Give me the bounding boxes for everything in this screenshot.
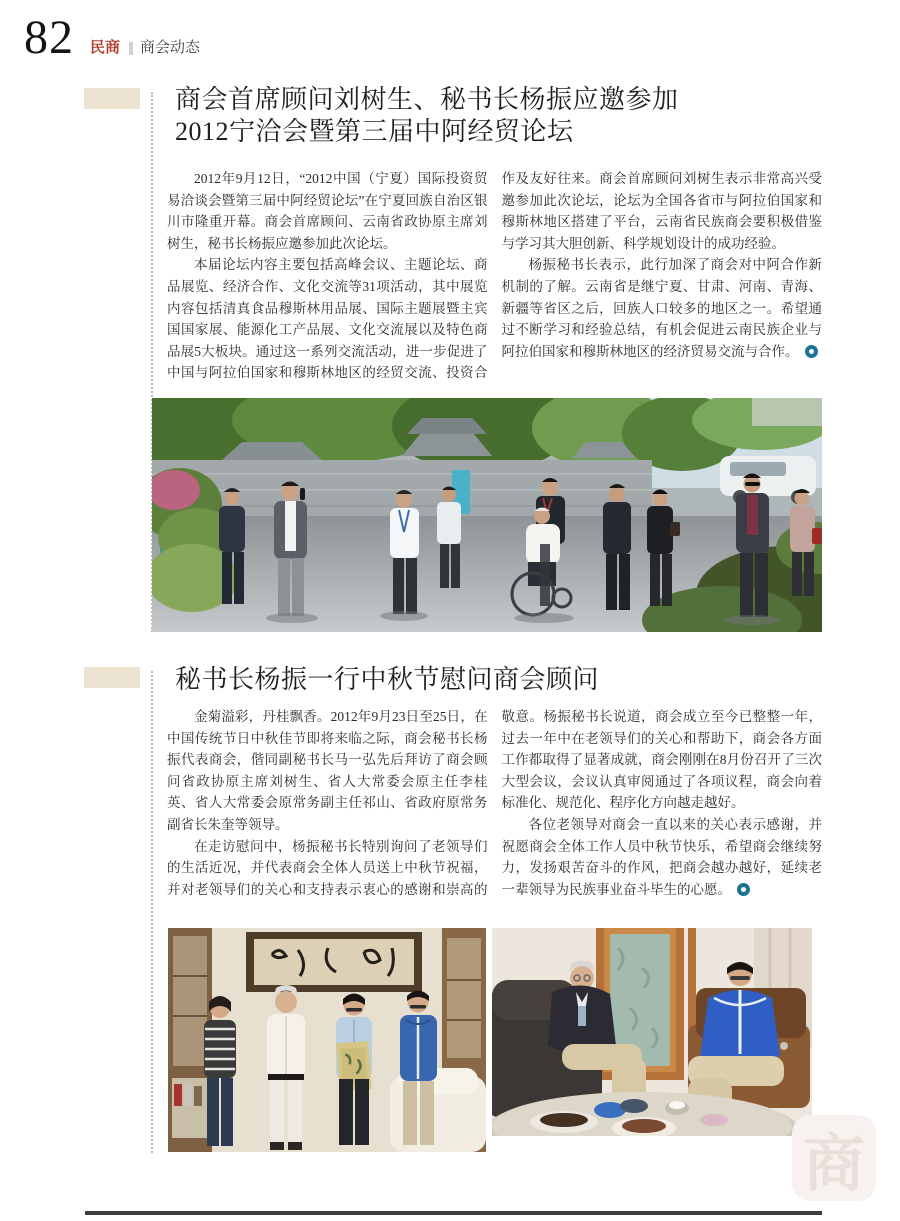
article2-body	[167, 706, 822, 904]
article1-title	[175, 84, 679, 148]
bottom-rule	[85, 1211, 822, 1215]
header-divider	[129, 42, 133, 55]
article2-paragraph: 金菊溢彩，丹桂飘香。2012年9月23日至25日，在中国传统节日中秋佳节即将来临之际，商会秘书长杨振代表商会，偕同副秘书长马一弘先后拜访了商会顾问省政协原主席刘树生、省人大常委会原主任李桂英、省人大常委会原常务副主任祁山、省政府原常务副省长朱奎等领导。	[167, 709, 488, 832]
section-name: 商会动态	[140, 40, 201, 56]
page-header	[24, 12, 200, 64]
publisher-logo-watermark	[792, 1115, 876, 1201]
article2-paragraph: 各位老领导对商会一直以来的关心表示感谢，并祝愿商会全体工作人员中秋节快乐，希望商会继续努力，发扬艰苦奋斗的作风，把商会越办越好，延续老一辈领导为民族事业奋斗毕生的心愿。	[501, 816, 822, 897]
article2-dotted-rule	[151, 671, 153, 1153]
article1-title-line1: 商会首席顾问刘树生、秘书长杨振应邀参加	[175, 85, 679, 114]
article-end-icon	[737, 883, 750, 896]
page-number: 82	[24, 11, 74, 64]
article-end-icon	[805, 345, 818, 358]
magazine-name: 民商	[90, 40, 121, 56]
article1-paragraph: 2012年9月12日，“2012中国（宁夏）国际投资贸易洽谈会暨第三届中阿经贸论坛”在宁夏回族自治区银川市隆重开幕。商会首席顾问、云南省政协原主席刘树生，秘书长杨振应邀参加此次论坛。	[167, 171, 488, 251]
article1-paragraph: 本届论坛内容主要包括高峰会议、主题论坛、商品展览、经济合作、文化交流等31项活动，其中展览内容包括清真食品穆斯林用品展、国际主题展暨主宾国国家展、能源化工产品展、文化交流展以及特色商品展5大板块。通过这一系列交流活动，进一步促进了中国与阿拉伯国家和穆斯林地区的经贸交流、投资合作及友好往来。商会首席顾问刘树生表示非常高兴受邀参加此次论坛，论坛为全国各省市与阿拉伯国家和穆斯林地区搭建了平台，云南省民族商会要积极借鉴与学习其大胆创新、科学规划设计的成功经验。	[167, 171, 822, 381]
person-silhouette	[736, 474, 769, 618]
article1-title-line2: 2012宁洽会暨第三届中阿经贸论坛	[175, 117, 574, 146]
article1-photo-delegation-walking	[152, 398, 822, 632]
article2-title-tab	[84, 667, 140, 688]
article1-body	[167, 168, 822, 386]
watermark-glyph: 商	[802, 1130, 865, 1199]
article1-title-tab	[84, 88, 140, 109]
calligraphy-plaque	[246, 932, 422, 992]
person-silhouette	[603, 484, 631, 610]
article2-photo-group-gift	[168, 928, 486, 1152]
article2-paragraph: 在走访慰问中，杨振秘书长特别询问了老领导们的生活近况，并代表商会全体人员送上中秋节祝福，并对老领导们的关心和支持表示衷心的感谢和崇高的敬意。杨振秘书长说道，商会成立至今已整整一年，过去一年中在老领导们的关心和帮助下，商会各方面工作都取得了显著成就，商会刚刚在8月份召开了三次大型会议，会议认真审阅通过了各项议程，商会向着标准化、规范化、程序化方向越走越好。	[167, 709, 822, 897]
article1-paragraph: 杨振秘书长表示，此行加深了商会对中阿合作新机制的了解。云南省是继宁夏、甘肃、河南、青海、新疆等省区之后，回族人口较多的地区之一。希望通过不断学习和经验总结，有机会促进云南民族企业与阿拉伯国家和穆斯林地区的经济贸易交流与合作。	[501, 257, 822, 359]
article2-photo-seated-conversation	[492, 928, 812, 1136]
article2-title: 秘书长杨振一行中秋节慰问商会顾问	[175, 665, 600, 694]
